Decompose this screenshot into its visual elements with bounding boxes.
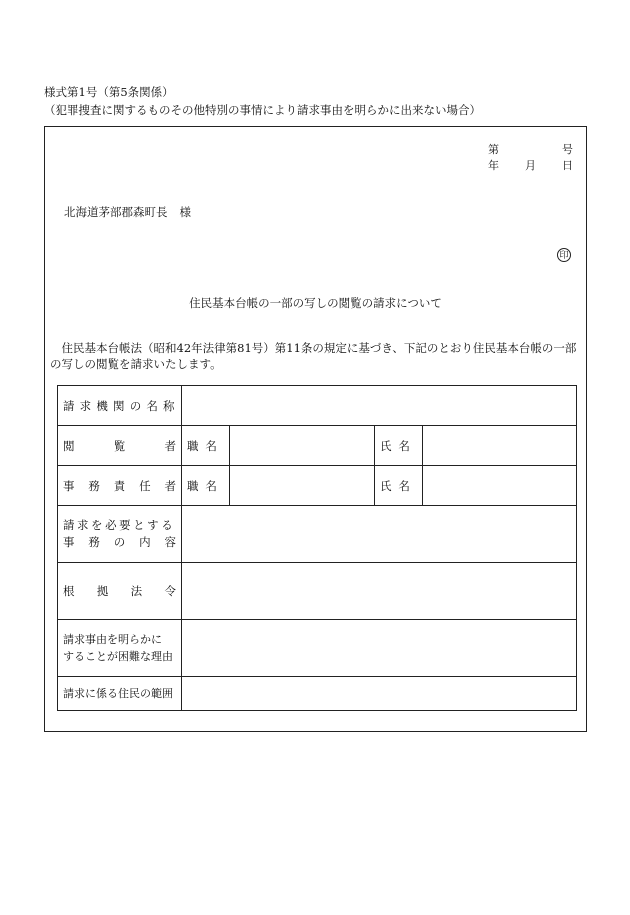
addressee-honorific: 様 bbox=[179, 205, 191, 219]
addressee bbox=[64, 204, 191, 220]
request-statement: 住民基本台帳法（昭和42年法律第81号）第11条の規定に基づき、下記のとおり住民基本台帳の一部の写しの閲覧を請求いたします。 bbox=[50, 341, 577, 371]
label-scope: 請求に係る住民の範囲 bbox=[58, 677, 182, 711]
document-title: 住民基本台帳の一部の写しの閲覧の請求について bbox=[189, 296, 442, 310]
label-manager-name: 氏名 bbox=[375, 466, 423, 506]
field-purpose[interactable] bbox=[182, 506, 577, 563]
field-legal-basis[interactable] bbox=[182, 563, 577, 620]
number-prefix: 第 bbox=[488, 143, 499, 156]
date-year: 年 bbox=[488, 159, 499, 172]
label-viewer: 閲 覧 者 bbox=[58, 426, 182, 466]
label-manager: 事 務 責 任 者 bbox=[58, 466, 182, 506]
label-viewer-name: 氏名 bbox=[375, 426, 423, 466]
table-row-purpose bbox=[58, 506, 577, 563]
seal-mark: 印 bbox=[557, 248, 571, 262]
label-purpose: 請求を必要とする 事 務 の 内 容 bbox=[58, 506, 182, 563]
date-day: 日 bbox=[562, 159, 573, 172]
table-row-viewer bbox=[58, 426, 577, 466]
form-condition: （犯罪捜査に関するものその他特別の事情により請求事由を明らかに出来ない場合） bbox=[44, 103, 481, 117]
date-month: 月 bbox=[525, 159, 536, 172]
table-row-reason bbox=[58, 620, 577, 677]
label-manager-post: 職名 bbox=[182, 466, 230, 506]
field-reason[interactable] bbox=[182, 620, 577, 677]
table-row-legal-basis bbox=[58, 563, 577, 620]
table-row-scope bbox=[58, 677, 577, 711]
form-number: 様式第1号（第5条関係） bbox=[44, 85, 174, 99]
field-requesting-agency[interactable] bbox=[182, 386, 577, 426]
field-viewer-post[interactable] bbox=[230, 426, 375, 466]
table-row-manager bbox=[58, 466, 577, 506]
label-viewer-post: 職名 bbox=[182, 426, 230, 466]
field-manager-name[interactable] bbox=[423, 466, 577, 506]
number-suffix: 号 bbox=[562, 143, 573, 156]
table-row-agency bbox=[58, 386, 577, 426]
label-reason: 請求事由を明らかに することが困難な理由 bbox=[58, 620, 182, 677]
label-legal-basis: 根 拠 法 令 bbox=[58, 563, 182, 620]
label-requesting-agency: 請求機関の名称 bbox=[58, 386, 182, 426]
field-scope[interactable] bbox=[182, 677, 577, 711]
addressee-name: 北海道茅部郡森町長 bbox=[64, 205, 168, 219]
field-manager-post[interactable] bbox=[230, 466, 375, 506]
field-viewer-name[interactable] bbox=[423, 426, 577, 466]
request-table bbox=[57, 385, 577, 711]
